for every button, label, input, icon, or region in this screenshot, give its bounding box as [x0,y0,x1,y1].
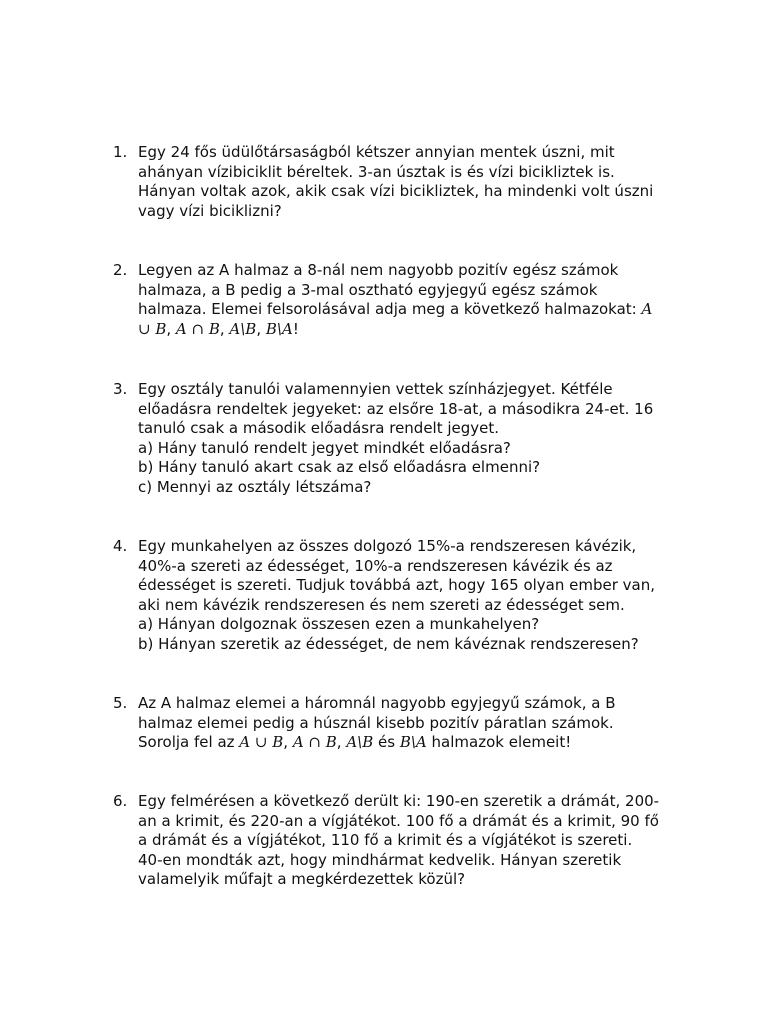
math-difference-a-b: A\B [229,319,257,338]
text-line: vagy vízi biciklizni? [138,201,282,220]
math-intersection: A ∩ B [292,733,337,752]
text-line: 40-en mondták azt, hogy mindhármat kedvelik. Hányan szeretik [138,850,622,869]
problem-number: 6. [113,792,128,810]
text-line [138,320,698,340]
text-line: előadásra rendeltek jegyeket: az elsőre 18-at, a másodikra 24-et. 16 [138,399,654,418]
math-difference-b-a: B\A [399,733,427,752]
problem-text [138,694,698,753]
text-segment: és [373,733,400,752]
problem-number: 4. [113,537,128,555]
problem-number: 1. [113,143,128,161]
math-separator: , [166,319,176,338]
text-line [138,733,698,753]
text-line: b) Hányan szeretik az édességet, de nem kávéznak rendszeresen? [138,634,639,653]
text-line: 40%-a szereti az édességet, 10%-a rendszeresen kávézik és az [138,556,613,575]
text-segment: halmazok elemeit! [426,733,572,752]
problem-number: 5. [113,694,128,712]
math-separator: , [336,733,347,752]
problem-number: 2. [113,261,128,279]
text-line: valamelyik műfajt a megkérdezettek közül? [138,870,466,889]
problem-number: 3. [113,380,128,398]
text-line: c) Mennyi az osztály létszáma? [138,477,372,496]
problem-text [138,143,698,221]
text-line: Egy 24 fős üdülőtársaságból kétszer annyian mentek úszni, mit [138,143,615,161]
math-separator: , [283,733,293,752]
text-line: tanuló csak a második előadásra rendelt jegyet. [138,419,500,438]
text-line: Az A halmaz elemei a háromnál nagyobb egyjegyű számok, a B [138,694,616,712]
text-line: b) Hány tanuló akart csak az első előadásra elmenni? [138,458,541,477]
text-line: aki nem kávézik rendszeresen és nem szereti az édességet sem. [138,595,625,614]
math-union-b: ∪ B [138,319,167,338]
text-line: Egy felmérésen a következő derült ki: 190-en szeretik a drámát, 200- [138,792,660,810]
text-line: a) Hány tanuló rendelt jegyet mindkét előadásra? [138,438,511,457]
problem-text [138,537,698,655]
math-difference-a-b: A\B [346,733,374,752]
text-line: ahányan vízibiciklit béreltek. 3-an úsztak is és vízi bicikliztek is. [138,162,615,181]
text-line: Egy osztály tanulói valamennyien vettek színházjegyet. Kétféle [138,380,613,398]
problem-text [138,261,698,339]
text-line: an a krimit, és 220-an a vígjátékot. 100 fő a drámát és a krimit, 90 fő [138,811,659,830]
text-line: halmaza, a B pedig a 3-mal osztható egyjegyű egész számok [138,280,598,299]
text-line: Hányan voltak azok, akik csak vízi bicikliztek, ha mindenki volt úszni [138,182,654,201]
math-difference-b-a: B\A [265,319,293,338]
text-segment: ! [292,319,299,338]
text-line: Egy munkahelyen az összes dolgozó 15%-a rendszeresen kávézik, [138,537,637,555]
problem-text [138,792,698,890]
text-line: édességet is szereti. Tudjuk továbbá azt, hogy 165 olyan ember van, [138,576,656,595]
text-line: a) Hányan dolgoznak összesen ezen a munkahelyen? [138,615,540,634]
text-line: a drámát és a vígjátékot, 110 fő a krimit és a vígjátékot is szereti. [138,831,633,850]
text-segment: halmaza. Elemei felsorolásával adja meg a következő halmazokat: [138,300,642,319]
text-segment: Sorolja fel az [138,733,240,752]
text-line [138,300,698,320]
math-separator: , [256,319,266,338]
text-line: halmaz elemei pedig a húsznál kisebb pozitív páratlan számok. [138,713,614,732]
math-set-a: A [641,300,653,319]
math-union: A ∪ B [239,733,284,752]
text-line: Legyen az A halmaz a 8-nál nem nagyobb pozitív egész számok [138,261,619,279]
math-separator: , [219,319,230,338]
math-intersection: A ∩ B [175,319,220,338]
problem-text [138,380,698,498]
